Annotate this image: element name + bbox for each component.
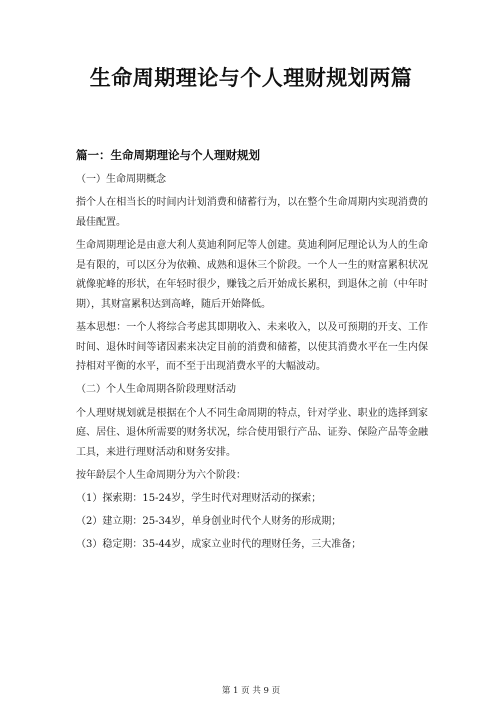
paragraph-six-stages: 按年龄层个人生命周期分为六个阶段：: [76, 469, 246, 481]
document-body: [76, 170, 428, 559]
list-item-stage-1: （1）探索期：15-24岁，学生时代对理财活动的探索；: [76, 493, 322, 505]
document-title: 生命周期理论与个人理财规划两篇: [89, 66, 413, 90]
section-heading: 篇一：生命周期理论与个人理财规划: [76, 148, 260, 162]
paragraph-definition: 指个人在相当长的时间内计划消费和储蓄行为，以在整个生命周期内实现消费的最佳配置。: [76, 197, 428, 228]
subheading-lifecycle-concept: （一）生命周期概念: [76, 174, 166, 185]
subheading-stages: （二）个人生命周期各阶段理财活动: [76, 384, 236, 396]
list-item-stage-2: （2）建立期：25-34岁，单身创业时代个人财务的形成期；: [76, 516, 342, 528]
paragraph-basic-idea: 基本思想：一个人将综合考虑其即期收入、未来收入，以及可预期的开支、工作时间、退休时间等诸因素来决定目前的消费和储蓄，以使其消费水平在一生内保持相对平衡的水平，而不至于出现消费水平的大幅波动。: [76, 321, 428, 373]
list-item-stage-3: （3）稳定期：35-44岁，成家立业时代的理财任务，三大准备；: [76, 539, 362, 551]
paragraph-modigliani: 生命周期理论是由意大利人莫迪利阿尼等人创建。莫迪利阿尼理论认为人的生命是有限的，可以区分为依赖、成熟和退休三个阶段。一个人一生的财富累积状况就像驼峰的形状，在年轻时很少，赚钱之后开始成长累积，到退休之前（中年时期），其财富累积达到高峰，随后开始降低。: [76, 239, 428, 310]
paragraph-financial-planning: 个人理财规划就是根据在个人不同生命周期的特点，针对学业、职业的选择到家庭、居住、退休所需要的财务状况，综合使用银行产品、证券、保险产品等金融工具，来进行理财活动和财务安排。: [76, 407, 428, 458]
page-number-footer: 第 1 页 共 9 页: [221, 686, 281, 696]
